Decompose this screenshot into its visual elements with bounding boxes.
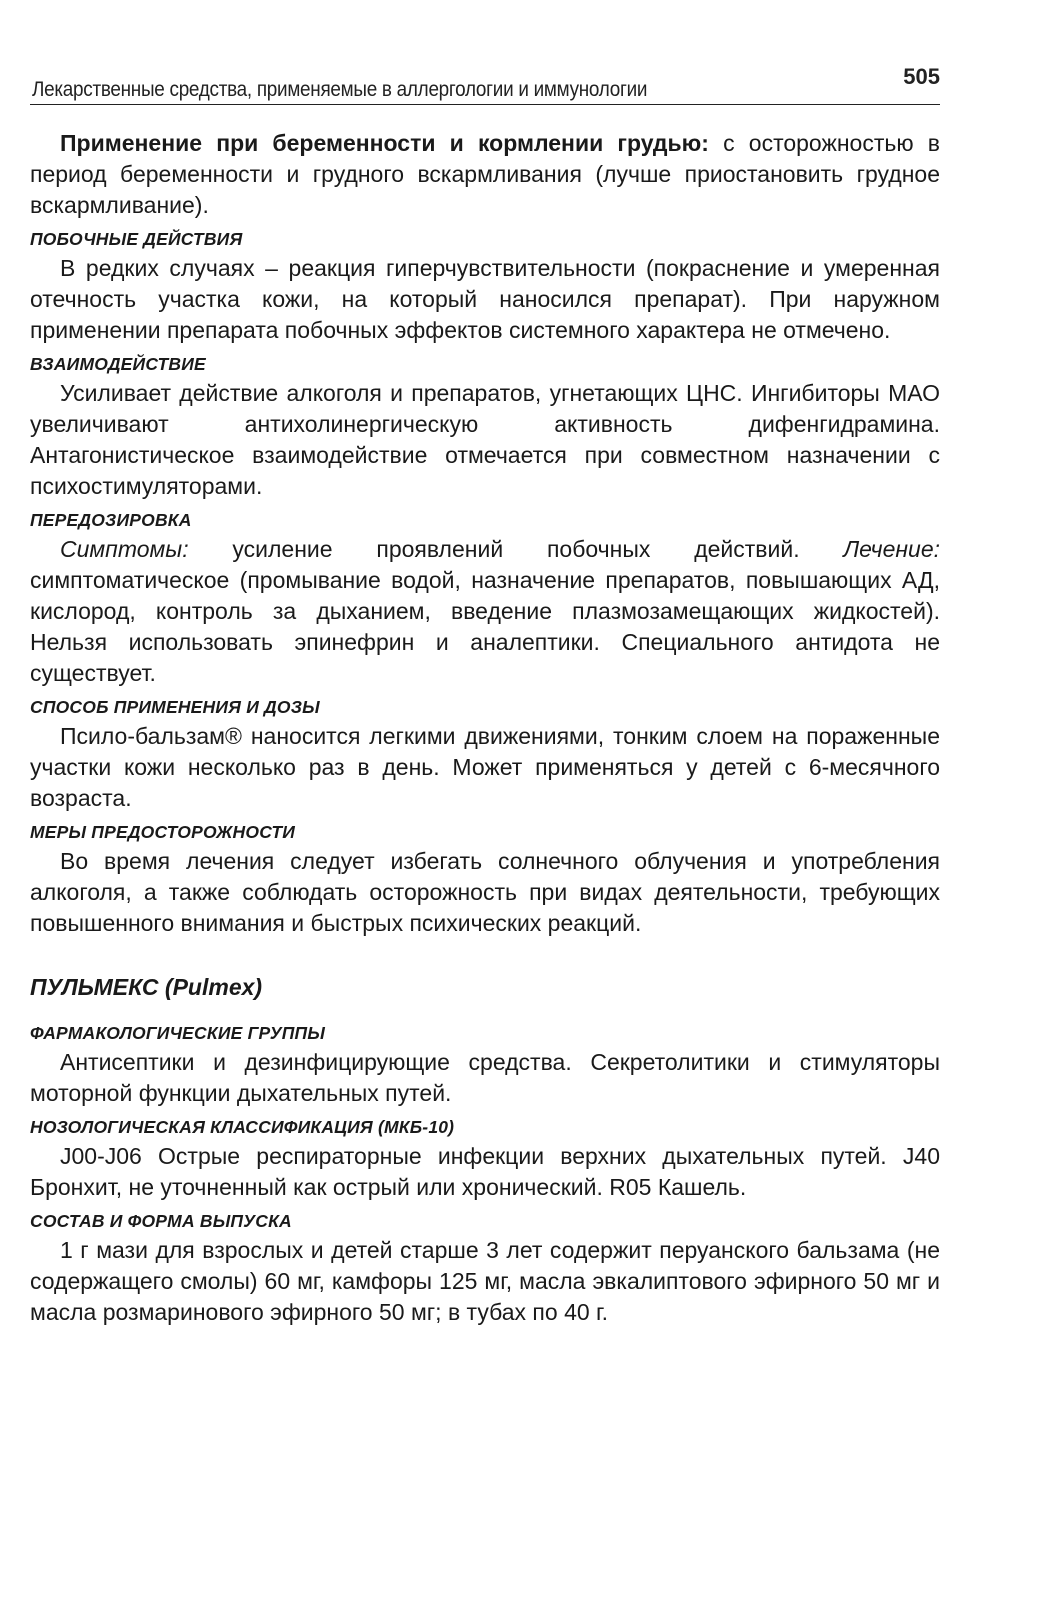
overdose-symptoms-label: Симптомы:	[60, 536, 189, 562]
interaction-text: Усиливает действие алкоголя и препаратов, угнетающих ЦНС. Ингибиторы МАО увеличивают антихолинергическую активность дифенгидрамина. Антагонистическое взаимодействие отмечается при совместном назначении с психостимуляторами.	[30, 380, 940, 499]
overdose-treatment-label: Лечение:	[843, 536, 940, 562]
side-effects-text: В редких случаях – реакция гиперчувствительности (покраснение и умеренная отечность участка кожи, на который наносился препарат). При наружном применении препарата побочных эффектов системного характера не отмечено.	[30, 255, 940, 343]
drug-title: ПУЛЬМЕКС (Pulmex)	[30, 974, 263, 1000]
interaction-heading: ВЗАИМОДЕЙСТВИЕ	[30, 354, 206, 374]
running-header	[30, 62, 940, 105]
pregnancy-paragraph	[30, 128, 940, 221]
overdose-treatment-text: симптоматическое (промывание водой, назначение препаратов, повышающих АД, кислород, контроль за дыханием, введение плазмозамещающих жидкостей). Нельзя использовать эпинефрин и аналептики. Специального антидота не существует.	[30, 567, 940, 686]
overdose-heading: ПЕРЕДОЗИРОВКА	[30, 510, 192, 530]
precautions-heading: МЕРЫ ПРЕДОСТОРОЖНОСТИ	[30, 822, 296, 842]
nosology-heading: НОЗОЛОГИЧЕСКАЯ КЛАССИФИКАЦИЯ (МКБ-10)	[30, 1117, 455, 1137]
composition-text: 1 г мази для взрослых и детей старше 3 лет содержит перуанского бальзама (не содержащего смолы) 60 мг, камфоры 125 мг, масла эвкалиптового эфирного 50 мг и масла розмаринового эфирного 50 мг; в тубах по 40 г.	[30, 1237, 940, 1325]
side-effects-heading: ПОБОЧНЫЕ ДЕЙСТВИЯ	[30, 229, 243, 249]
running-title: Лекарственные средства, применяемые в аллергологии и иммунологии	[32, 78, 648, 101]
dosage-text: Псило-бальзам® наносится легкими движениями, тонким слоем на пораженные участки кожи несколько раз в день. Может применяться у детей с 6-месячного возраста.	[30, 723, 940, 811]
pregnancy-text: с осторожностью в период беременности и грудного вскармливания (лучше приостановить грудное вскармливание).	[30, 130, 940, 218]
pregnancy-lead: Применение при беременности и кормлении грудью:	[60, 130, 709, 156]
composition-heading: СОСТАВ И ФОРМА ВЫПУСКА	[30, 1211, 292, 1231]
nosology-text: J00-J06 Острые респираторные инфекции верхних дыхательных путей. J40 Бронхит, не уточненный как острый или хронический. R05 Кашель.	[30, 1143, 940, 1200]
pharm-groups-text: Антисептики и дезинфицирующие средства. Секретолитики и стимуляторы моторной функции дыхательных путей.	[30, 1049, 940, 1106]
overdose-text	[30, 534, 940, 689]
pharm-groups-heading: ФАРМАКОЛОГИЧЕСКИЕ ГРУППЫ	[30, 1023, 326, 1043]
overdose-symptoms-text: усиление проявлений побочных действий.	[232, 536, 800, 562]
dosage-heading: СПОСОБ ПРИМЕНЕНИЯ И ДОЗЫ	[30, 697, 320, 717]
precautions-text: Во время лечения следует избегать солнечного облучения и употребления алкоголя, а также соблюдать осторожность при видах деятельности, требующих повышенного внимания и быстрых психических реакций.	[30, 848, 940, 936]
page-number: 505	[903, 64, 940, 89]
page-content	[30, 128, 940, 1328]
